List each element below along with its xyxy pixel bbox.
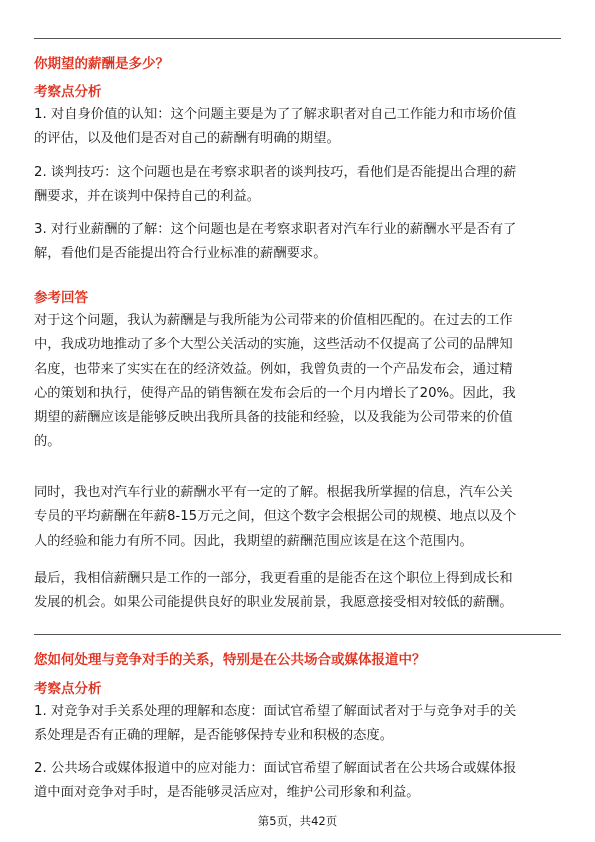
text-line: 发展的机会。如果公司能提供良好的职业发展前景，我愿意接受相对较低的薪酬。 bbox=[34, 595, 513, 611]
text-line: 的评估，以及他们是否对自己的薪酬有明确的期望。 bbox=[34, 131, 340, 147]
q2-analysis-item-1 bbox=[34, 700, 561, 749]
document-page bbox=[34, 0, 561, 842]
top-divider bbox=[34, 38, 561, 39]
text-line: 1. 对竞争对手关系处理的理解和态度：面试官希望了解面试者对于与竞争对手的关 bbox=[34, 704, 517, 719]
text-line: 系处理是否有正确的理解，是否能够保持专业和积极的态度。 bbox=[34, 728, 394, 744]
page-number: 第5页，共42页 bbox=[257, 814, 338, 828]
text-line: 专员的平均薪酬在年薪8-15万元之间，但这个数字会根据公司的规模、地点以及个 bbox=[34, 509, 517, 525]
text-line: 3. 对行业薪酬的了解：这个问题也是在考察求职者对汽车行业的薪酬水平是否有了 bbox=[34, 222, 517, 237]
text-line: 同时，我也对汽车行业的薪酬水平有一定的了解。根据我所掌握的信息，汽车公关 bbox=[34, 485, 513, 500]
q1-analysis-item-3 bbox=[34, 218, 561, 267]
question-divider bbox=[34, 634, 561, 635]
text-line: 对于这个问题，我认为薪酬是与我所能为公司带来的价值相匹配的。在过去的工作 bbox=[34, 313, 513, 328]
question-2-title: 您如何处理与竞争对手的关系，特别是在公共场合或媒体报道中？ bbox=[34, 652, 426, 668]
q2-analysis-item-2 bbox=[34, 757, 561, 806]
q1-answer-paragraph-3 bbox=[34, 567, 561, 616]
text-line: 2. 谈判技巧：这个问题也是在考察求职者的谈判技巧，看他们是否能提出合理的薪 bbox=[34, 165, 517, 180]
text-line: 心的策划和执行，使得产品的销售额在发布会后的一个月内增长了20%。因此，我 bbox=[34, 385, 516, 401]
q2-analysis-heading: 考察点分析 bbox=[34, 681, 102, 697]
text-line: 1. 对自身价值的认知：这个问题主要是为了了解求职者对自己工作能力和市场价值 bbox=[34, 107, 517, 122]
text-line: 2. 公共场合或媒体报道中的应对能力：面试官希望了解面试者在公共场合或媒体报 bbox=[34, 761, 517, 776]
text-line: 解，看他们是否能提出符合行业标准的薪酬要求。 bbox=[34, 246, 327, 262]
text-line: 中，我成功地推动了多个大型公关活动的实施，这些活动不仅提高了公司的品牌知 bbox=[34, 337, 513, 353]
q1-analysis-item-1 bbox=[34, 103, 561, 152]
q1-analysis-heading: 考察点分析 bbox=[34, 84, 102, 100]
q1-analysis-item-2 bbox=[34, 161, 561, 210]
q1-answer-heading: 参考回答 bbox=[34, 290, 88, 306]
text-line: 的。 bbox=[34, 434, 61, 450]
q1-answer-paragraph-1 bbox=[34, 309, 561, 455]
text-line: 最后，我相信薪酬只是工作的一部分，我更看重的是能否在这个职位上得到成长和 bbox=[34, 571, 513, 586]
question-1-title: 你期望的薪酬是多少？ bbox=[34, 56, 169, 72]
text-line: 道中面对竞争对手时，是否能够灵活应对，维护公司形象和利益。 bbox=[34, 785, 420, 801]
text-line: 期望的薪酬应该是能够反映出我所具备的技能和经验，以及我能为公司带来的价值 bbox=[34, 410, 513, 426]
text-line: 名度，也带来了实实在在的经济效益。例如，我曾负责的一个产品发布会，通过精 bbox=[34, 361, 513, 377]
text-line: 酬要求，并在谈判中保持自己的利益。 bbox=[34, 189, 261, 205]
q1-answer-paragraph-2 bbox=[34, 481, 561, 554]
text-line: 人的经验和能力有所不同。因此，我期望的薪酬范围应该是在这个范围内。 bbox=[34, 533, 473, 549]
